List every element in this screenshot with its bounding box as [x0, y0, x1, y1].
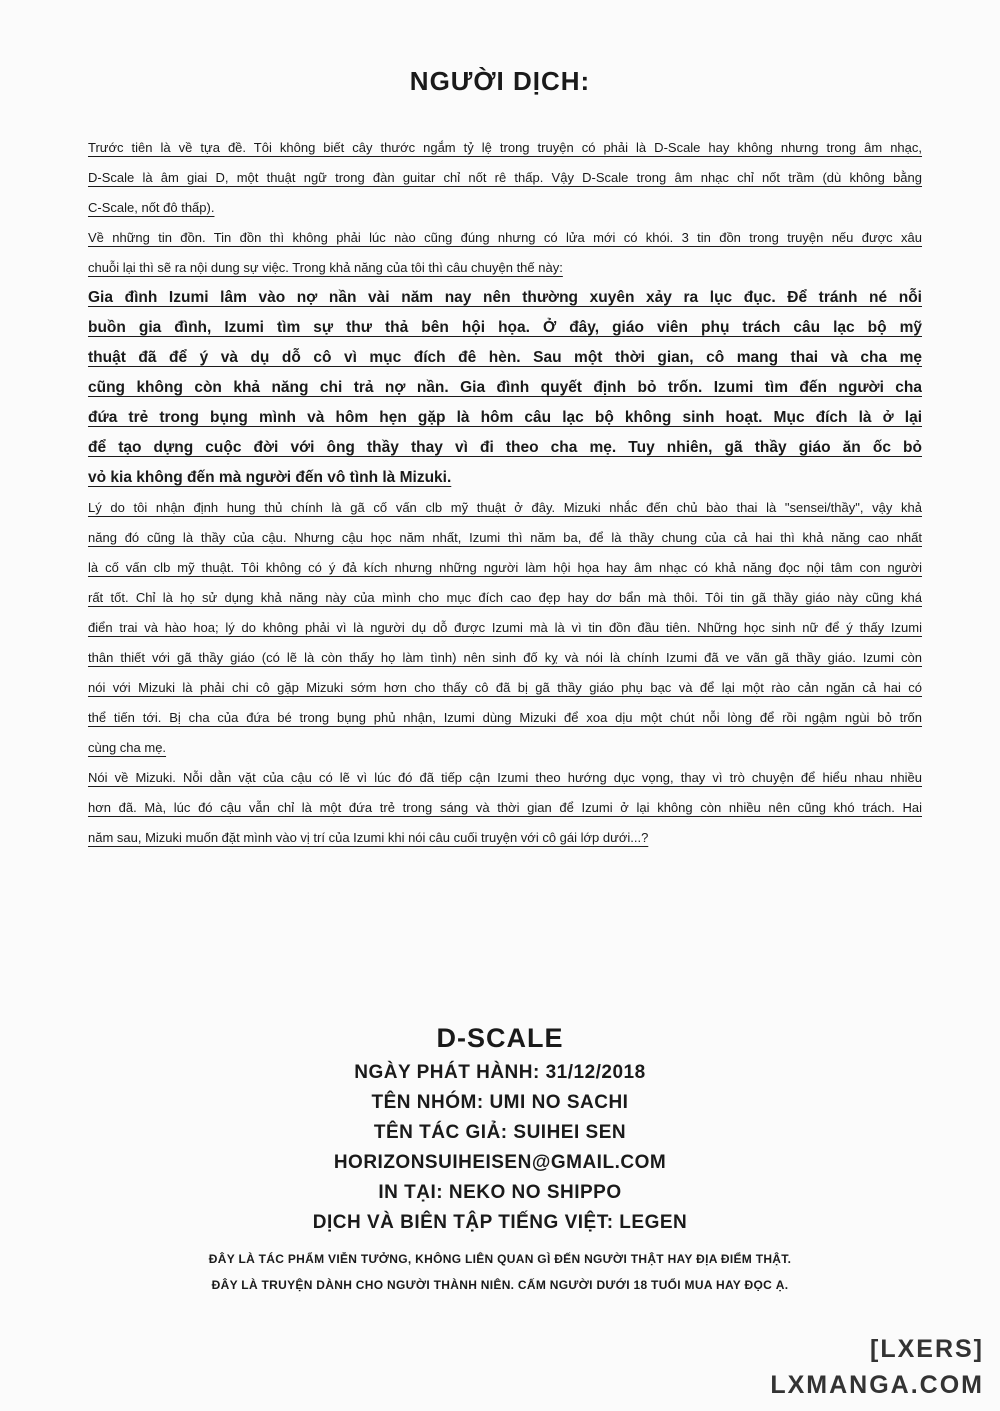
release-line: IN TẠI: NEKO NO SHIPPO [378, 1182, 622, 1203]
text-line: Về những tin đồn. Tin đồn thì không phải lúc nào cũng đúng nhưng có lửa mới có khói. 3 tin đồn trong truyện nếu được xâu [88, 230, 922, 245]
text-line: thuật đã để ý và dụ dỗ cô vì mục đích đê hèn. Sau một thời gian, cô mang thai và cha mẹ [88, 349, 922, 366]
text-line: Lý do tôi nhận định hung thủ chính là gã cố vấn clb mỹ thuật ở đây. Mizuki nhắc đến chủ bào thai là "sensei/thầy", vậy khả [88, 500, 922, 515]
text-line: chuỗi lại thì sẽ ra nội dung sự việc. Trong khả năng của tôi thì câu chuyện thế này: [88, 260, 563, 275]
text-line: thể tiến tới. Bị cha của đứa bé trong bụng phủ nhận, Izumi dùng Mizuki để xoa dịu một chút nỗi lòng để rồi ngậm ngùi bỏ trốn [88, 710, 922, 725]
disclaimer-line: ĐÂY LÀ TÁC PHẨM VIỄN TƯỞNG, KHÔNG LIÊN QUAN GÌ ĐẾN NGƯỜI THẬT HAY ĐỊA ĐIỂM THẬT. [208, 1252, 792, 1266]
text-line: để tạo dựng cuộc đời với ông thầy thay vì đi theo cha mẹ. Tuy nhiên, gã thầy giáo ăn ốc bỏ [88, 439, 922, 456]
release-info [0, 1018, 1000, 1238]
text-line: cùng cha mẹ. [88, 740, 167, 755]
text-line: buồn gia đình, Izumi tìm sự thư thả bên hội họa. Ở đây, giáo viên phụ trách câu lạc bộ mỹ [88, 319, 922, 336]
text-line: đứa trẻ trong bụng mình và hôm hẹn gặp là hôm câu lạc bộ không sinh hoạt. Mục đích là ở lại [88, 409, 922, 426]
page-title: NGƯỜI DỊCH: [409, 66, 591, 96]
disclaimer [0, 1246, 1000, 1298]
release-line: NGÀY PHÁT HÀNH: 31/12/2018 [354, 1062, 646, 1083]
release-title: D-SCALE [436, 1023, 564, 1053]
release-lines [0, 1058, 1000, 1238]
release-line: TÊN NHÓM: UMI NO SACHI [371, 1092, 629, 1113]
text-line: vỏ kia không đến mà người đến vô tình là Mizuki. [88, 469, 452, 486]
text-line: nói với Mizuki là phải chi cô gặp Mizuki sớm hơn cho thấy cô đã bị gã thầy giáo phụ bạc và để lại một rào cản ngăn cả hai có [88, 680, 922, 695]
watermark-line: LXMANGA.COM [770, 1371, 984, 1399]
text-line: thân thiết với gã thầy giáo (có lẽ là còn thấy họ làm tình) nên sinh đố kỵ và nói là chính Izumi đã ve vãn gã thầy giáo. Izumi còn [88, 650, 922, 665]
text-line: D-Scale là âm giai D, một thuật ngữ trong đàn guitar chỉ nốt rê thấp. Vậy D-Scale trong âm nhạc chỉ nốt trầm (dù không bằng [88, 170, 922, 185]
text-line: điển trai và hào hoa; lý do không phải vì là người dụ dỗ được Izumi mà là vì tin đồn đầu tiên. Những học sinh nữ để ý thấy Izumi [88, 620, 922, 635]
body-text [88, 133, 922, 853]
text-line: rất tốt. Chỉ là họ sử dụng khả năng này của mình cho mục đích cao đẹp hay dơ bẩn mà thôi. Tôi tin gã thầy giáo này cũng khá [88, 590, 922, 605]
text-line: Gia đình Izumi lâm vào nợ nần vài năm nay nên thường xuyên xảy ra lục đục. Để tránh né nỗi [88, 289, 922, 306]
text-line: là cố vấn clb mỹ thuật. Tôi không có ý đả kích nhưng những người làm hội họa hay âm nhạc có khả năng đọc nội tâm con người [88, 560, 922, 575]
text-line: năm sau, Mizuki muốn đặt mình vào vị trí của Izumi khi nói câu cuối truyện với cô gái lớp dưới...? [88, 830, 649, 845]
text-line: năng đó cũng là thầy của cậu. Nhưng cậu học năm nhất, Izumi thì năm ba, để là thầy chung của cả hai thì khả năng cao nhất [88, 530, 922, 545]
text-line: Nói về Mizuki. Nỗi dằn vặt của cậu có lẽ vì lúc đó đã tiếp cận Izumi theo hướng dục vọng, thay vì trò chuyện để hiểu nhau nhiều [88, 770, 922, 785]
text-line: cũng không còn khả năng chi trả nợ nần. Gia đình quyết định bỏ trốn. Izumi tìm đến người cha [88, 379, 922, 396]
release-line: DỊCH VÀ BIÊN TẬP TIẾNG VIỆT: LEGEN [312, 1212, 688, 1233]
disclaimer-line: ĐÂY LÀ TRUYỆN DÀNH CHO NGƯỜI THÀNH NIÊN. CẤM NGƯỜI DƯỚI 18 TUỔI MUA HAY ĐỌC Ạ. [211, 1278, 789, 1292]
text-line: C-Scale, nốt đô thấp). [88, 200, 215, 215]
watermark-line: [LXERS] [870, 1335, 984, 1363]
release-line: HORIZONSUIHEISEN@GMAIL.COM [333, 1152, 667, 1173]
release-line: TÊN TÁC GIẢ: SUIHEI SEN [373, 1122, 627, 1143]
text-line: Trước tiên là về tựa đề. Tôi không biết cây thước ngắm tỷ lệ trong truyện có phải là D-Scale hay không nhưng trong âm nhạc, [88, 140, 922, 155]
text-line: hơn đã. Mà, lúc đó cậu vẫn chỉ là một đứa trẻ trong sáng và thời gian để Izumi ở lại không còn nhiều nên cũng khó trách. Hai [88, 800, 922, 815]
watermark [770, 1331, 984, 1403]
